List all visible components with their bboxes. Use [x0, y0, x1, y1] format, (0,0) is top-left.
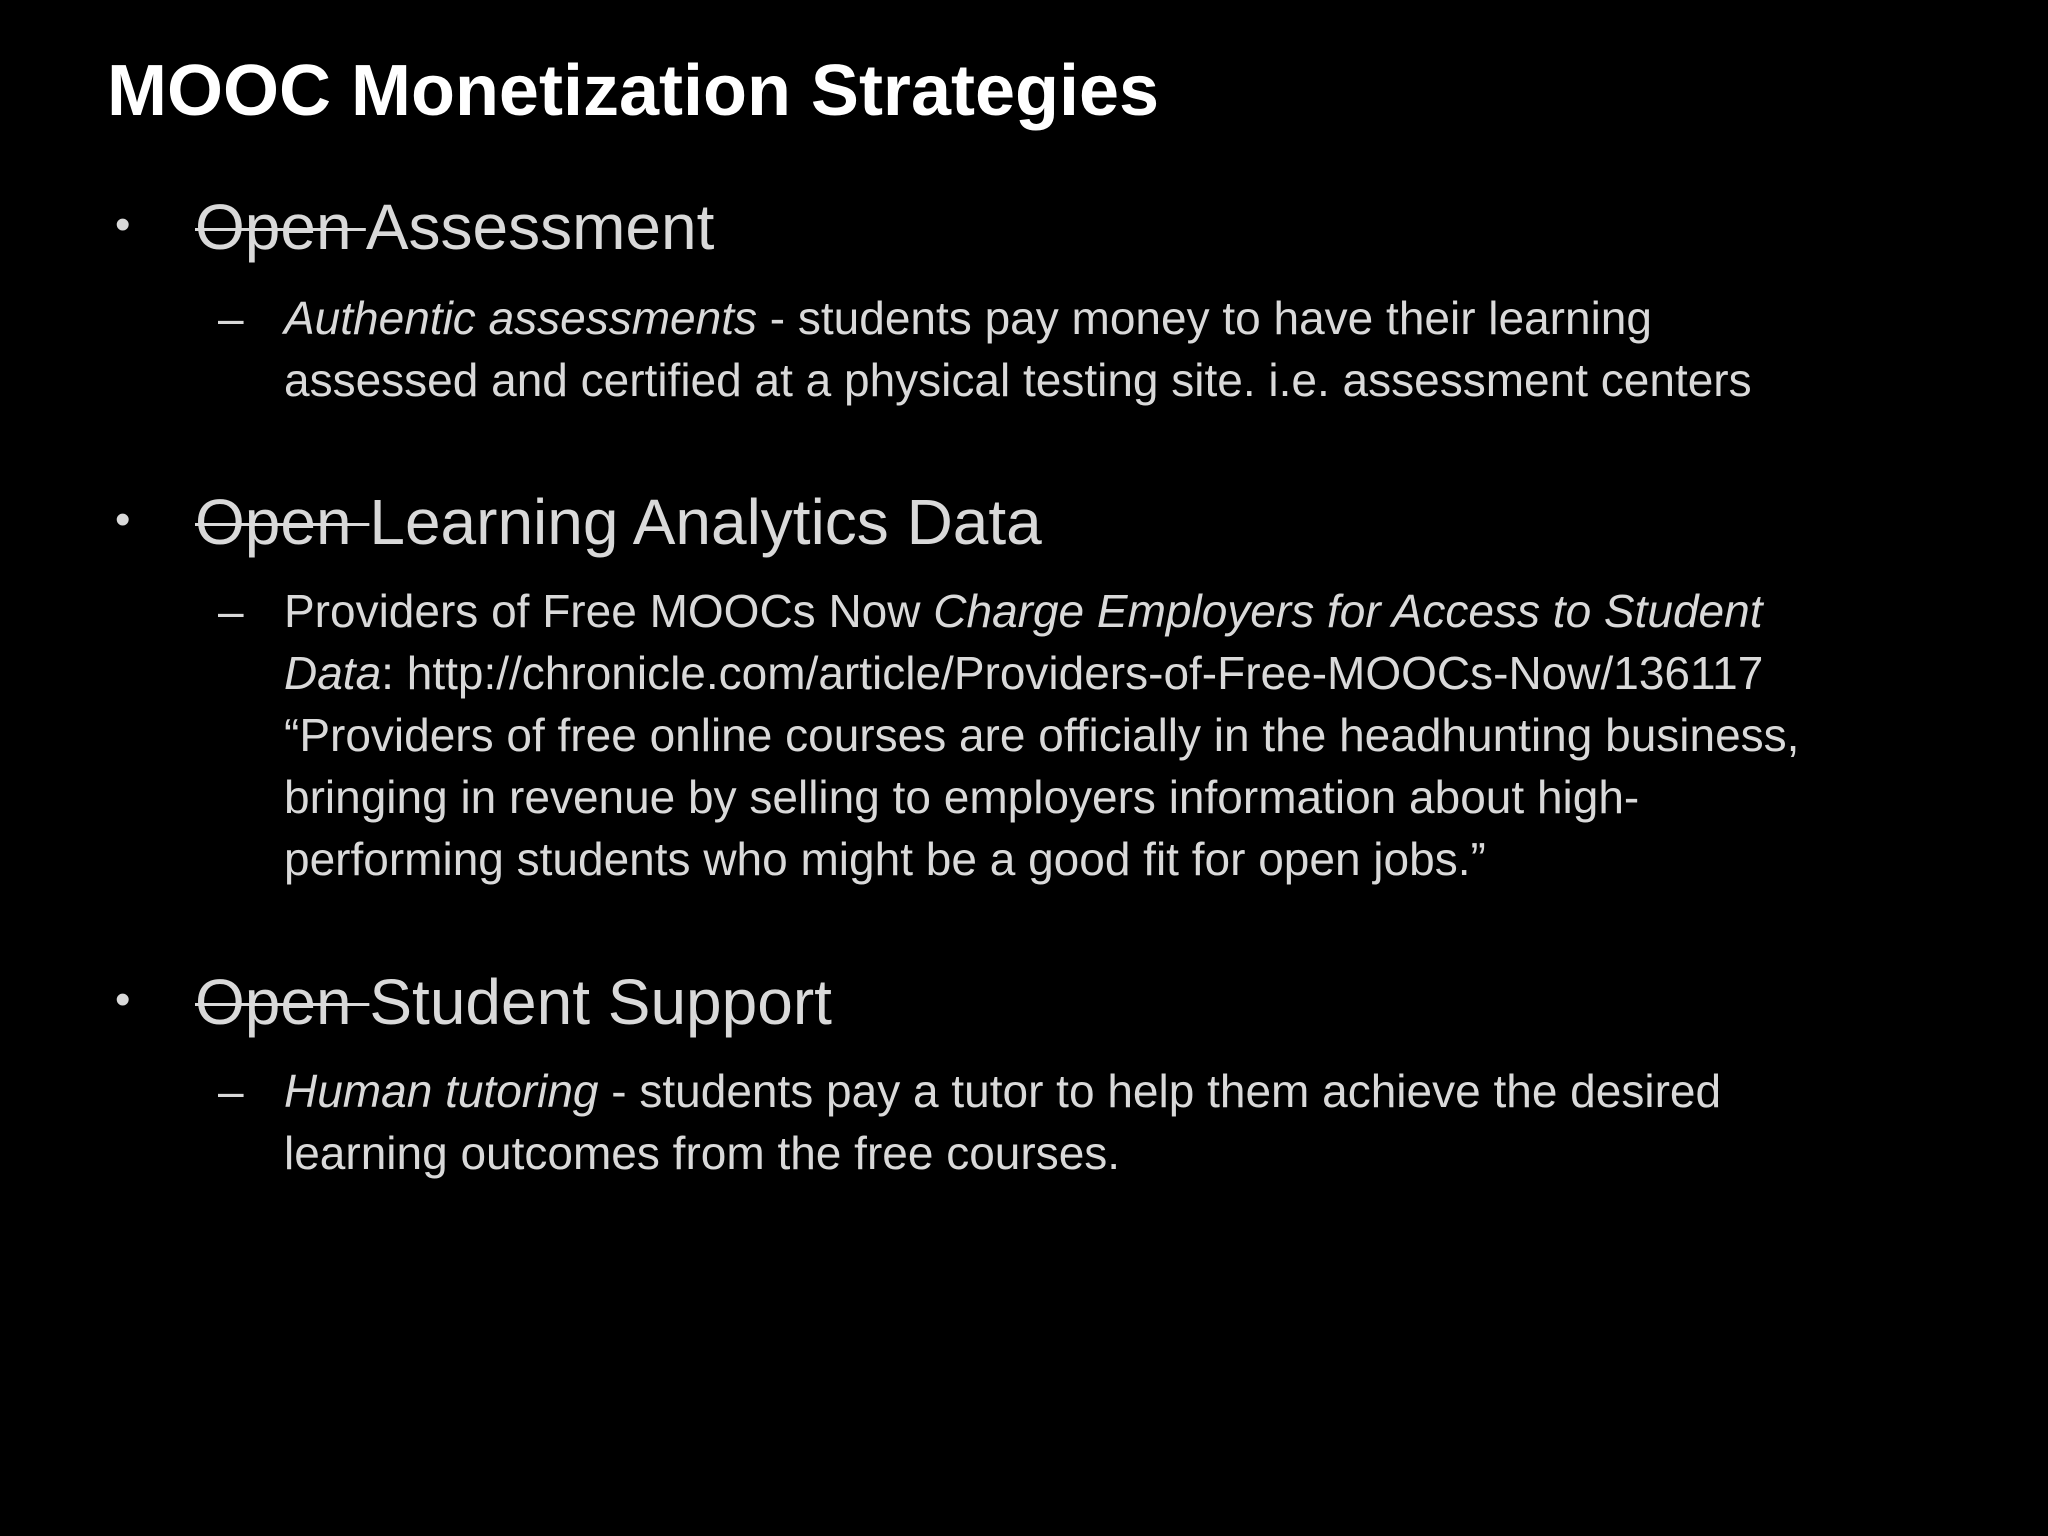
bullet-student-support	[115, 965, 832, 1039]
struck-word: Open	[195, 191, 366, 263]
sub-bullet-text	[284, 287, 1844, 411]
sub-bullet-text	[284, 1060, 1844, 1184]
sub-bullet-rest: - students pay money to have their learning assessed and certified at a physical testing site. i.e. assessment centers	[284, 292, 1752, 406]
sub-bullet-italic-lead: Authentic assessments	[284, 292, 758, 344]
struck-word: Open	[195, 486, 370, 558]
bullet-label: Assessment	[365, 191, 715, 263]
bullet-label: Learning Analytics Data	[369, 486, 1042, 558]
bullet-learning-analytics	[115, 485, 1042, 559]
sub-bullet-rest: - students pay a tutor to help them achieve the desired learning outcomes from the free courses.	[284, 1065, 1722, 1179]
dash-icon: –	[218, 585, 244, 637]
struck-word: Open	[195, 966, 370, 1038]
bullet-icon: •	[115, 975, 131, 1024]
sub-bullet-italic-lead: Human tutoring	[284, 1065, 599, 1117]
bullet-icon: •	[115, 200, 131, 249]
bullet-icon: •	[115, 495, 131, 544]
sub-bullet-student-support	[218, 1060, 1858, 1184]
bullet-assessment	[115, 190, 714, 264]
bullet-label: Student Support	[369, 966, 832, 1038]
slide-title: MOOC Monetization Strategies	[107, 51, 1160, 131]
sub-bullet-plain-lead: Providers of Free MOOCs Now	[284, 585, 934, 637]
dash-icon: –	[218, 292, 244, 344]
sub-bullet-text	[284, 580, 1844, 890]
sub-bullet-assessment	[218, 287, 1858, 411]
dash-icon: –	[218, 1065, 244, 1117]
sub-bullet-rest: : http://chronicle.com/article/Providers-of-Free-MOOCs-Now/136117 “Providers of free online courses are officially in the headhunting business, bringing in revenue by selling to employers information about high-performing students who might be a good fit for open jobs.”	[284, 647, 1800, 885]
sub-bullet-italic-lead: Charge Employers for Access to Student Data	[284, 585, 1763, 699]
sub-bullet-learning-analytics	[218, 580, 1858, 890]
